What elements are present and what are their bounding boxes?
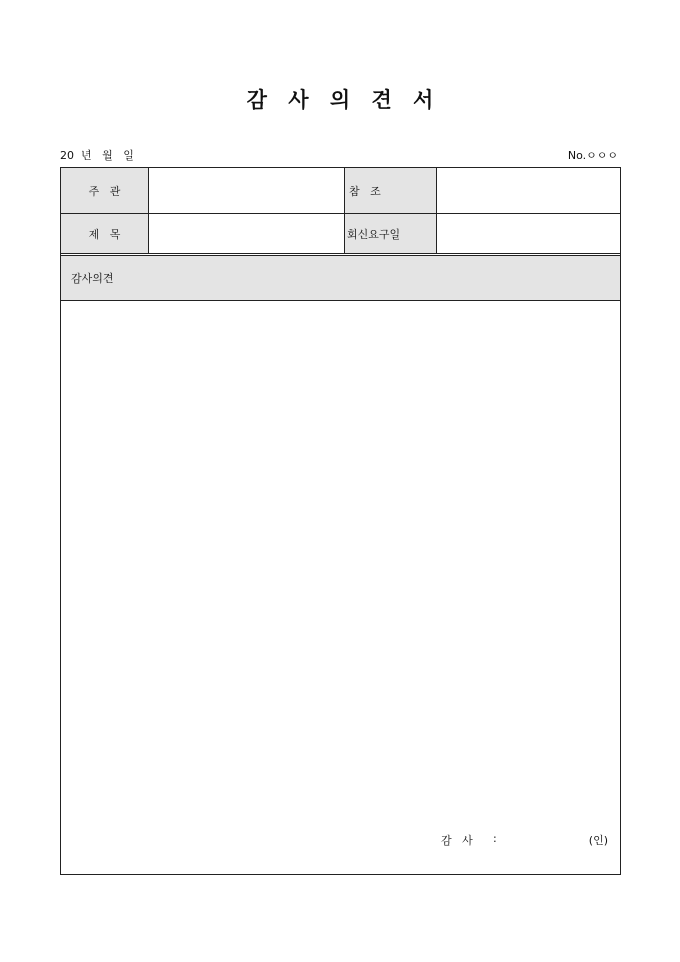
- opinion-label: 감사의견: [71, 272, 114, 285]
- form-row-supervisor: [61, 168, 620, 214]
- reply-due-field[interactable]: [437, 214, 620, 253]
- auditor-label: 감 사: [441, 834, 473, 847]
- opinion-text-area[interactable]: [61, 301, 620, 874]
- date-line: 20 년 월 일: [60, 149, 134, 162]
- document-number: No.ㅇㅇㅇ: [567, 149, 618, 162]
- supervisor-label-text: 주 관: [88, 184, 121, 198]
- subject-label: [61, 214, 149, 253]
- form-row-subject: [61, 214, 620, 256]
- reply-due-label: [345, 214, 437, 253]
- seal-mark: (인): [588, 834, 608, 847]
- opinion-section-header: [61, 256, 620, 301]
- reply-due-label-text: 회신요구일: [347, 227, 401, 241]
- reference-label-text: 참 조: [349, 184, 381, 198]
- supervisor-label: [61, 168, 149, 213]
- supervisor-field[interactable]: [149, 168, 345, 213]
- reference-field[interactable]: [437, 168, 620, 213]
- subject-field[interactable]: [149, 214, 345, 253]
- audit-opinion-form: [60, 167, 621, 875]
- document-title: 감 사 의 견 서: [246, 87, 434, 112]
- reference-label: [345, 168, 437, 213]
- subject-label-text: 제 목: [88, 227, 121, 241]
- signature-line: [61, 832, 620, 848]
- signature-colon: :: [493, 832, 497, 845]
